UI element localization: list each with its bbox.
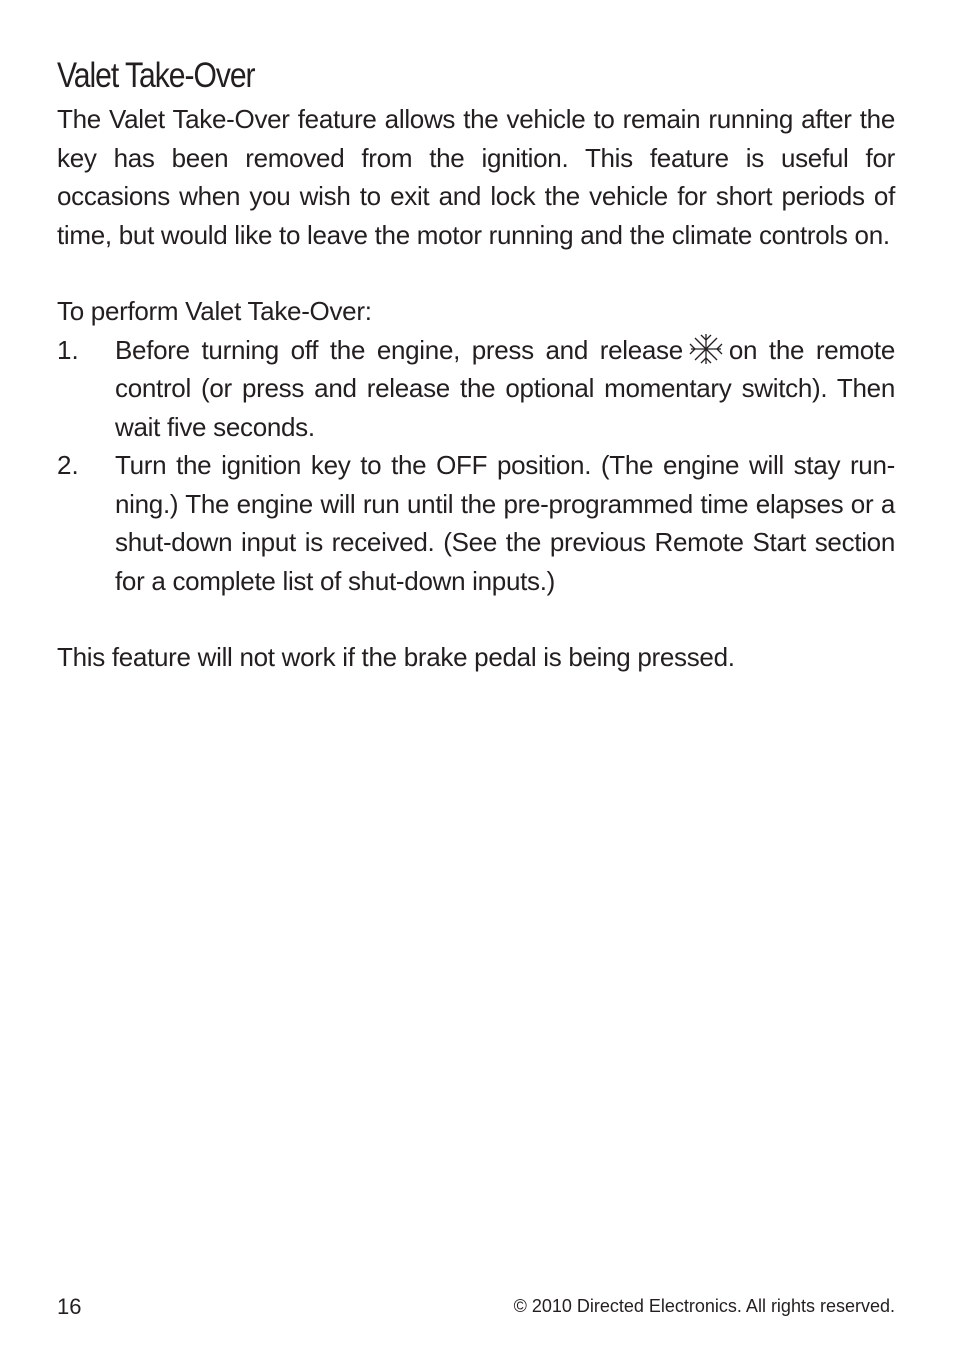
step-text [115,331,895,447]
brake-note: This feature will not work if the brake pedal is being pressed. [57,642,735,672]
intro-paragraph: The Valet Take-Over feature allows the vehicle to remain running after the key has been removed from the ignition. This feature is useful for occasions when you wish to exit and lock the vehicle for short periods of time, but would like to leave the motor running and the climate controls on. [57,104,895,250]
document-page [57,56,895,677]
step-text-after-icon: on the remote control (or press and release the optional momentary switch). Then wait five seconds. [115,334,895,442]
step-text-before-icon: Before turning off the engine, press and release [115,334,683,365]
step-text: Turn the ignition key to the OFF position. (The engine will stay run-ning.) The engine will run until the pre-programmed time elapses or a shut-down input is received. (See the previous Remote Start section for a complete list of shut-down inputs.) [115,450,895,596]
step-1 [57,331,895,447]
step-2 [57,446,895,600]
step-number: 1. [57,334,79,365]
remote-start-snowflake-icon [687,333,725,365]
page-number: 16 [57,1294,82,1319]
copyright-notice: © 2010 Directed Electronics. All rights reserved. [513,1296,895,1316]
procedure-steps [57,331,895,601]
step-number: 2. [57,450,79,480]
procedure-title: To perform Valet Take-Over: [57,296,372,326]
page-title: Valet Take-Over [57,56,255,95]
